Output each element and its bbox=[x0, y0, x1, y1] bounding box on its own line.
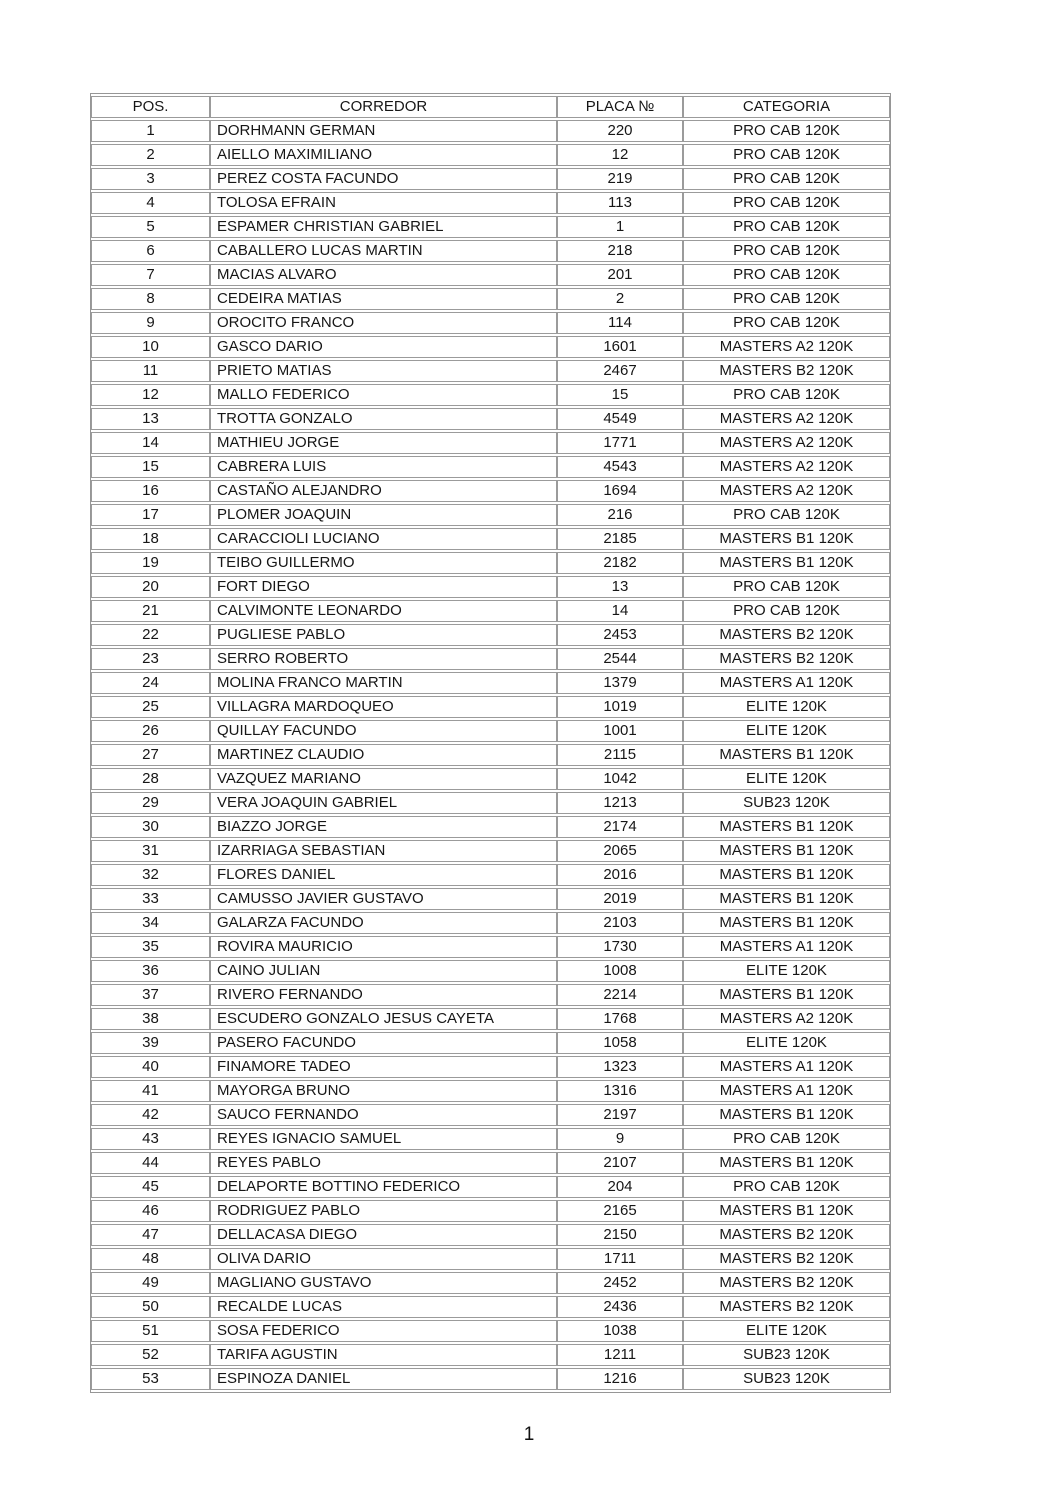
cell-categoria: ELITE 120K bbox=[683, 1032, 890, 1054]
cell-pos: 3 bbox=[91, 168, 210, 190]
cell-placa: 14 bbox=[557, 600, 683, 622]
table-row bbox=[91, 1008, 890, 1030]
cell-placa: 1058 bbox=[557, 1032, 683, 1054]
cell-pos: 4 bbox=[91, 192, 210, 214]
cell-placa: 1601 bbox=[557, 336, 683, 358]
cell-pos: 14 bbox=[91, 432, 210, 454]
header-corredor: CORREDOR bbox=[210, 96, 557, 118]
cell-corredor: MOLINA FRANCO MARTIN bbox=[210, 672, 557, 694]
cell-corredor: SERRO ROBERTO bbox=[210, 648, 557, 670]
cell-pos: 40 bbox=[91, 1056, 210, 1078]
cell-placa: 2182 bbox=[557, 552, 683, 574]
cell-pos: 45 bbox=[91, 1176, 210, 1198]
table-row bbox=[91, 1344, 890, 1366]
table-row bbox=[91, 576, 890, 598]
cell-placa: 219 bbox=[557, 168, 683, 190]
table-row bbox=[91, 240, 890, 262]
cell-pos: 49 bbox=[91, 1272, 210, 1294]
cell-categoria: MASTERS B1 120K bbox=[683, 888, 890, 910]
cell-placa: 201 bbox=[557, 264, 683, 286]
table-row bbox=[91, 840, 890, 862]
cell-corredor: RIVERO FERNANDO bbox=[210, 984, 557, 1006]
cell-placa: 2150 bbox=[557, 1224, 683, 1246]
cell-placa: 1316 bbox=[557, 1080, 683, 1102]
cell-corredor: PEREZ COSTA FACUNDO bbox=[210, 168, 557, 190]
cell-categoria: MASTERS B1 120K bbox=[683, 1200, 890, 1222]
table-row bbox=[91, 1128, 890, 1150]
cell-corredor: PASERO FACUNDO bbox=[210, 1032, 557, 1054]
cell-corredor: OROCITO FRANCO bbox=[210, 312, 557, 334]
cell-corredor: FORT DIEGO bbox=[210, 576, 557, 598]
cell-categoria: PRO CAB 120K bbox=[683, 1128, 890, 1150]
cell-categoria: ELITE 120K bbox=[683, 960, 890, 982]
cell-corredor: MALLO FEDERICO bbox=[210, 384, 557, 406]
cell-pos: 36 bbox=[91, 960, 210, 982]
cell-corredor: DORHMANN GERMAN bbox=[210, 120, 557, 142]
cell-categoria: PRO CAB 120K bbox=[683, 576, 890, 598]
cell-pos: 15 bbox=[91, 456, 210, 478]
cell-placa: 1694 bbox=[557, 480, 683, 502]
table-row bbox=[91, 552, 890, 574]
cell-corredor: GASCO DARIO bbox=[210, 336, 557, 358]
table-row bbox=[91, 1176, 890, 1198]
cell-categoria: MASTERS B2 120K bbox=[683, 1224, 890, 1246]
cell-corredor: REYES PABLO bbox=[210, 1152, 557, 1174]
cell-placa: 1001 bbox=[557, 720, 683, 742]
cell-categoria: MASTERS B1 120K bbox=[683, 816, 890, 838]
cell-categoria: MASTERS B2 120K bbox=[683, 360, 890, 382]
table-row bbox=[91, 1080, 890, 1102]
cell-pos: 48 bbox=[91, 1248, 210, 1270]
cell-placa: 216 bbox=[557, 504, 683, 526]
cell-corredor: CABALLERO LUCAS MARTIN bbox=[210, 240, 557, 262]
cell-corredor: TROTTA GONZALO bbox=[210, 408, 557, 430]
table-row bbox=[91, 216, 890, 238]
cell-placa: 12 bbox=[557, 144, 683, 166]
page-number: 1 bbox=[523, 1424, 535, 1445]
table-row bbox=[91, 360, 890, 382]
cell-corredor: ROVIRA MAURICIO bbox=[210, 936, 557, 958]
cell-pos: 21 bbox=[91, 600, 210, 622]
cell-categoria: PRO CAB 120K bbox=[683, 192, 890, 214]
cell-categoria: PRO CAB 120K bbox=[683, 144, 890, 166]
cell-categoria: MASTERS B2 120K bbox=[683, 624, 890, 646]
table-header bbox=[91, 96, 890, 118]
cell-pos: 30 bbox=[91, 816, 210, 838]
cell-categoria: MASTERS B1 120K bbox=[683, 552, 890, 574]
cell-categoria: MASTERS B1 120K bbox=[683, 528, 890, 550]
cell-pos: 52 bbox=[91, 1344, 210, 1366]
cell-corredor: VILLAGRA MARDOQUEO bbox=[210, 696, 557, 718]
cell-placa: 2544 bbox=[557, 648, 683, 670]
cell-corredor: TARIFA AGUSTIN bbox=[210, 1344, 557, 1366]
cell-placa: 2214 bbox=[557, 984, 683, 1006]
cell-categoria: SUB23 120K bbox=[683, 1344, 890, 1366]
table-row bbox=[91, 768, 890, 790]
cell-categoria: ELITE 120K bbox=[683, 696, 890, 718]
cell-placa: 2019 bbox=[557, 888, 683, 910]
table-row bbox=[91, 168, 890, 190]
cell-placa: 2165 bbox=[557, 1200, 683, 1222]
table-row bbox=[91, 192, 890, 214]
cell-placa: 114 bbox=[557, 312, 683, 334]
cell-corredor: FLORES DANIEL bbox=[210, 864, 557, 886]
cell-placa: 1 bbox=[557, 216, 683, 238]
cell-pos: 10 bbox=[91, 336, 210, 358]
cell-categoria: PRO CAB 120K bbox=[683, 504, 890, 526]
cell-categoria: SUB23 120K bbox=[683, 792, 890, 814]
cell-placa: 1038 bbox=[557, 1320, 683, 1342]
cell-pos: 28 bbox=[91, 768, 210, 790]
cell-pos: 27 bbox=[91, 744, 210, 766]
cell-pos: 6 bbox=[91, 240, 210, 262]
cell-placa: 1379 bbox=[557, 672, 683, 694]
table-row bbox=[91, 792, 890, 814]
cell-categoria: ELITE 120K bbox=[683, 1320, 890, 1342]
cell-placa: 1008 bbox=[557, 960, 683, 982]
header-row bbox=[91, 96, 890, 118]
cell-categoria: MASTERS B1 120K bbox=[683, 864, 890, 886]
cell-placa: 2452 bbox=[557, 1272, 683, 1294]
cell-corredor: PUGLIESE PABLO bbox=[210, 624, 557, 646]
cell-placa: 1730 bbox=[557, 936, 683, 958]
cell-pos: 17 bbox=[91, 504, 210, 526]
cell-pos: 1 bbox=[91, 120, 210, 142]
table-row bbox=[91, 408, 890, 430]
cell-categoria: MASTERS B1 120K bbox=[683, 840, 890, 862]
cell-pos: 11 bbox=[91, 360, 210, 382]
header-pos: POS. bbox=[91, 96, 210, 118]
cell-corredor: IZARRIAGA SEBASTIAN bbox=[210, 840, 557, 862]
cell-placa: 2107 bbox=[557, 1152, 683, 1174]
cell-pos: 7 bbox=[91, 264, 210, 286]
cell-pos: 46 bbox=[91, 1200, 210, 1222]
cell-placa: 2065 bbox=[557, 840, 683, 862]
table-row bbox=[91, 936, 890, 958]
cell-categoria: ELITE 120K bbox=[683, 720, 890, 742]
cell-corredor: BIAZZO JORGE bbox=[210, 816, 557, 838]
cell-placa: 4543 bbox=[557, 456, 683, 478]
table-row bbox=[91, 624, 890, 646]
cell-categoria: MASTERS B2 120K bbox=[683, 648, 890, 670]
table-row bbox=[91, 648, 890, 670]
cell-placa: 1213 bbox=[557, 792, 683, 814]
table-row bbox=[91, 744, 890, 766]
cell-categoria: MASTERS A1 120K bbox=[683, 1056, 890, 1078]
cell-corredor: CAINO JULIAN bbox=[210, 960, 557, 982]
table-row bbox=[91, 1368, 890, 1390]
cell-categoria: MASTERS B1 120K bbox=[683, 1152, 890, 1174]
cell-categoria: PRO CAB 120K bbox=[683, 288, 890, 310]
cell-corredor: REYES IGNACIO SAMUEL bbox=[210, 1128, 557, 1150]
table-row bbox=[91, 888, 890, 910]
table-row bbox=[91, 384, 890, 406]
cell-corredor: MATHIEU JORGE bbox=[210, 432, 557, 454]
cell-placa: 2016 bbox=[557, 864, 683, 886]
cell-corredor: AIELLO MAXIMILIANO bbox=[210, 144, 557, 166]
table-row bbox=[91, 1104, 890, 1126]
cell-categoria: PRO CAB 120K bbox=[683, 312, 890, 334]
table-row bbox=[91, 600, 890, 622]
cell-pos: 35 bbox=[91, 936, 210, 958]
cell-corredor: SOSA FEDERICO bbox=[210, 1320, 557, 1342]
cell-categoria: MASTERS B2 120K bbox=[683, 1272, 890, 1294]
cell-pos: 47 bbox=[91, 1224, 210, 1246]
table-row bbox=[91, 1056, 890, 1078]
results-table bbox=[90, 93, 891, 1393]
header-placa: PLACA № bbox=[557, 96, 683, 118]
cell-corredor: ESPINOZA DANIEL bbox=[210, 1368, 557, 1390]
table-row bbox=[91, 864, 890, 886]
cell-pos: 53 bbox=[91, 1368, 210, 1390]
cell-pos: 39 bbox=[91, 1032, 210, 1054]
table-row bbox=[91, 1152, 890, 1174]
table-row bbox=[91, 1032, 890, 1054]
cell-placa: 2174 bbox=[557, 816, 683, 838]
cell-categoria: MASTERS A2 120K bbox=[683, 336, 890, 358]
cell-categoria: PRO CAB 120K bbox=[683, 264, 890, 286]
table-row bbox=[91, 960, 890, 982]
table-row bbox=[91, 672, 890, 694]
table-row bbox=[91, 912, 890, 934]
cell-placa: 2115 bbox=[557, 744, 683, 766]
table-row bbox=[91, 1272, 890, 1294]
cell-placa: 2453 bbox=[557, 624, 683, 646]
cell-categoria: MASTERS B1 120K bbox=[683, 1104, 890, 1126]
table-row bbox=[91, 312, 890, 334]
cell-pos: 13 bbox=[91, 408, 210, 430]
cell-corredor: SAUCO FERNANDO bbox=[210, 1104, 557, 1126]
table-row bbox=[91, 264, 890, 286]
table-row bbox=[91, 1200, 890, 1222]
cell-corredor: FINAMORE TADEO bbox=[210, 1056, 557, 1078]
cell-corredor: ESPAMER CHRISTIAN GABRIEL bbox=[210, 216, 557, 238]
cell-placa: 2197 bbox=[557, 1104, 683, 1126]
cell-categoria: MASTERS B1 120K bbox=[683, 984, 890, 1006]
cell-pos: 18 bbox=[91, 528, 210, 550]
cell-categoria: PRO CAB 120K bbox=[683, 384, 890, 406]
table-row bbox=[91, 1224, 890, 1246]
cell-pos: 32 bbox=[91, 864, 210, 886]
cell-corredor: QUILLAY FACUNDO bbox=[210, 720, 557, 742]
cell-pos: 31 bbox=[91, 840, 210, 862]
cell-pos: 38 bbox=[91, 1008, 210, 1030]
cell-corredor: ESCUDERO GONZALO JESUS CAYETA bbox=[210, 1008, 557, 1030]
cell-categoria: PRO CAB 120K bbox=[683, 216, 890, 238]
cell-categoria: PRO CAB 120K bbox=[683, 168, 890, 190]
table-row bbox=[91, 528, 890, 550]
cell-corredor: PLOMER JOAQUIN bbox=[210, 504, 557, 526]
table-row bbox=[91, 432, 890, 454]
cell-categoria: MASTERS A1 120K bbox=[683, 936, 890, 958]
cell-corredor: RODRIGUEZ PABLO bbox=[210, 1200, 557, 1222]
cell-placa: 13 bbox=[557, 576, 683, 598]
table-row bbox=[91, 720, 890, 742]
cell-placa: 1711 bbox=[557, 1248, 683, 1270]
cell-placa: 113 bbox=[557, 192, 683, 214]
cell-pos: 23 bbox=[91, 648, 210, 670]
cell-placa: 204 bbox=[557, 1176, 683, 1198]
cell-categoria: MASTERS B1 120K bbox=[683, 912, 890, 934]
cell-pos: 22 bbox=[91, 624, 210, 646]
cell-categoria: MASTERS B1 120K bbox=[683, 744, 890, 766]
cell-categoria: PRO CAB 120K bbox=[683, 120, 890, 142]
cell-corredor: CEDEIRA MATIAS bbox=[210, 288, 557, 310]
cell-placa: 2103 bbox=[557, 912, 683, 934]
cell-categoria: PRO CAB 120K bbox=[683, 600, 890, 622]
cell-pos: 12 bbox=[91, 384, 210, 406]
cell-placa: 220 bbox=[557, 120, 683, 142]
table-row bbox=[91, 144, 890, 166]
cell-corredor: MACIAS ALVARO bbox=[210, 264, 557, 286]
cell-corredor: MARTINEZ CLAUDIO bbox=[210, 744, 557, 766]
cell-pos: 25 bbox=[91, 696, 210, 718]
cell-pos: 9 bbox=[91, 312, 210, 334]
cell-corredor: CALVIMONTE LEONARDO bbox=[210, 600, 557, 622]
cell-placa: 15 bbox=[557, 384, 683, 406]
cell-categoria: MASTERS A2 120K bbox=[683, 1008, 890, 1030]
cell-pos: 26 bbox=[91, 720, 210, 742]
cell-categoria: MASTERS A1 120K bbox=[683, 1080, 890, 1102]
cell-categoria: PRO CAB 120K bbox=[683, 1176, 890, 1198]
cell-pos: 19 bbox=[91, 552, 210, 574]
cell-categoria: SUB23 120K bbox=[683, 1368, 890, 1390]
cell-corredor: CABRERA LUIS bbox=[210, 456, 557, 478]
cell-corredor: DELAPORTE BOTTINO FEDERICO bbox=[210, 1176, 557, 1198]
cell-categoria: MASTERS A2 120K bbox=[683, 480, 890, 502]
cell-pos: 2 bbox=[91, 144, 210, 166]
cell-categoria: MASTERS A2 120K bbox=[683, 456, 890, 478]
cell-placa: 1768 bbox=[557, 1008, 683, 1030]
cell-corredor: TEIBO GUILLERMO bbox=[210, 552, 557, 574]
cell-corredor: CAMUSSO JAVIER GUSTAVO bbox=[210, 888, 557, 910]
cell-pos: 24 bbox=[91, 672, 210, 694]
cell-categoria: PRO CAB 120K bbox=[683, 240, 890, 262]
cell-corredor: TOLOSA EFRAIN bbox=[210, 192, 557, 214]
cell-pos: 51 bbox=[91, 1320, 210, 1342]
cell-placa: 1211 bbox=[557, 1344, 683, 1366]
cell-categoria: MASTERS B2 120K bbox=[683, 1296, 890, 1318]
table-row bbox=[91, 456, 890, 478]
table-row bbox=[91, 1296, 890, 1318]
table-row bbox=[91, 696, 890, 718]
cell-placa: 2185 bbox=[557, 528, 683, 550]
cell-pos: 50 bbox=[91, 1296, 210, 1318]
cell-pos: 33 bbox=[91, 888, 210, 910]
cell-pos: 42 bbox=[91, 1104, 210, 1126]
cell-pos: 43 bbox=[91, 1128, 210, 1150]
cell-placa: 218 bbox=[557, 240, 683, 262]
cell-corredor: MAYORGA BRUNO bbox=[210, 1080, 557, 1102]
cell-corredor: PRIETO MATIAS bbox=[210, 360, 557, 382]
cell-pos: 37 bbox=[91, 984, 210, 1006]
cell-corredor: DELLACASA DIEGO bbox=[210, 1224, 557, 1246]
cell-categoria: ELITE 120K bbox=[683, 768, 890, 790]
cell-pos: 16 bbox=[91, 480, 210, 502]
cell-placa: 4549 bbox=[557, 408, 683, 430]
table-row bbox=[91, 984, 890, 1006]
cell-placa: 2 bbox=[557, 288, 683, 310]
cell-placa: 1042 bbox=[557, 768, 683, 790]
table-row bbox=[91, 480, 890, 502]
table-row bbox=[91, 816, 890, 838]
cell-categoria: MASTERS A1 120K bbox=[683, 672, 890, 694]
table-row bbox=[91, 288, 890, 310]
cell-corredor: RECALDE LUCAS bbox=[210, 1296, 557, 1318]
cell-pos: 5 bbox=[91, 216, 210, 238]
cell-corredor: CARACCIOLI LUCIANO bbox=[210, 528, 557, 550]
cell-corredor: OLIVA DARIO bbox=[210, 1248, 557, 1270]
cell-corredor: MAGLIANO GUSTAVO bbox=[210, 1272, 557, 1294]
cell-corredor: GALARZA FACUNDO bbox=[210, 912, 557, 934]
cell-placa: 1771 bbox=[557, 432, 683, 454]
table-row bbox=[91, 1320, 890, 1342]
table-row bbox=[91, 120, 890, 142]
cell-corredor: VERA JOAQUIN GABRIEL bbox=[210, 792, 557, 814]
table-row bbox=[91, 336, 890, 358]
cell-placa: 2436 bbox=[557, 1296, 683, 1318]
cell-corredor: VAZQUEZ MARIANO bbox=[210, 768, 557, 790]
cell-categoria: MASTERS A2 120K bbox=[683, 432, 890, 454]
cell-placa: 9 bbox=[557, 1128, 683, 1150]
table-row bbox=[91, 504, 890, 526]
cell-categoria: MASTERS A2 120K bbox=[683, 408, 890, 430]
table-row bbox=[91, 1248, 890, 1270]
cell-placa: 1019 bbox=[557, 696, 683, 718]
cell-placa: 2467 bbox=[557, 360, 683, 382]
cell-corredor: CASTAÑO ALEJANDRO bbox=[210, 480, 557, 502]
cell-pos: 8 bbox=[91, 288, 210, 310]
header-categoria: CATEGORIA bbox=[683, 96, 890, 118]
cell-pos: 41 bbox=[91, 1080, 210, 1102]
cell-pos: 29 bbox=[91, 792, 210, 814]
table-body bbox=[91, 120, 890, 1390]
cell-pos: 44 bbox=[91, 1152, 210, 1174]
cell-pos: 20 bbox=[91, 576, 210, 598]
cell-placa: 1323 bbox=[557, 1056, 683, 1078]
cell-pos: 34 bbox=[91, 912, 210, 934]
cell-categoria: MASTERS B2 120K bbox=[683, 1248, 890, 1270]
cell-placa: 1216 bbox=[557, 1368, 683, 1390]
